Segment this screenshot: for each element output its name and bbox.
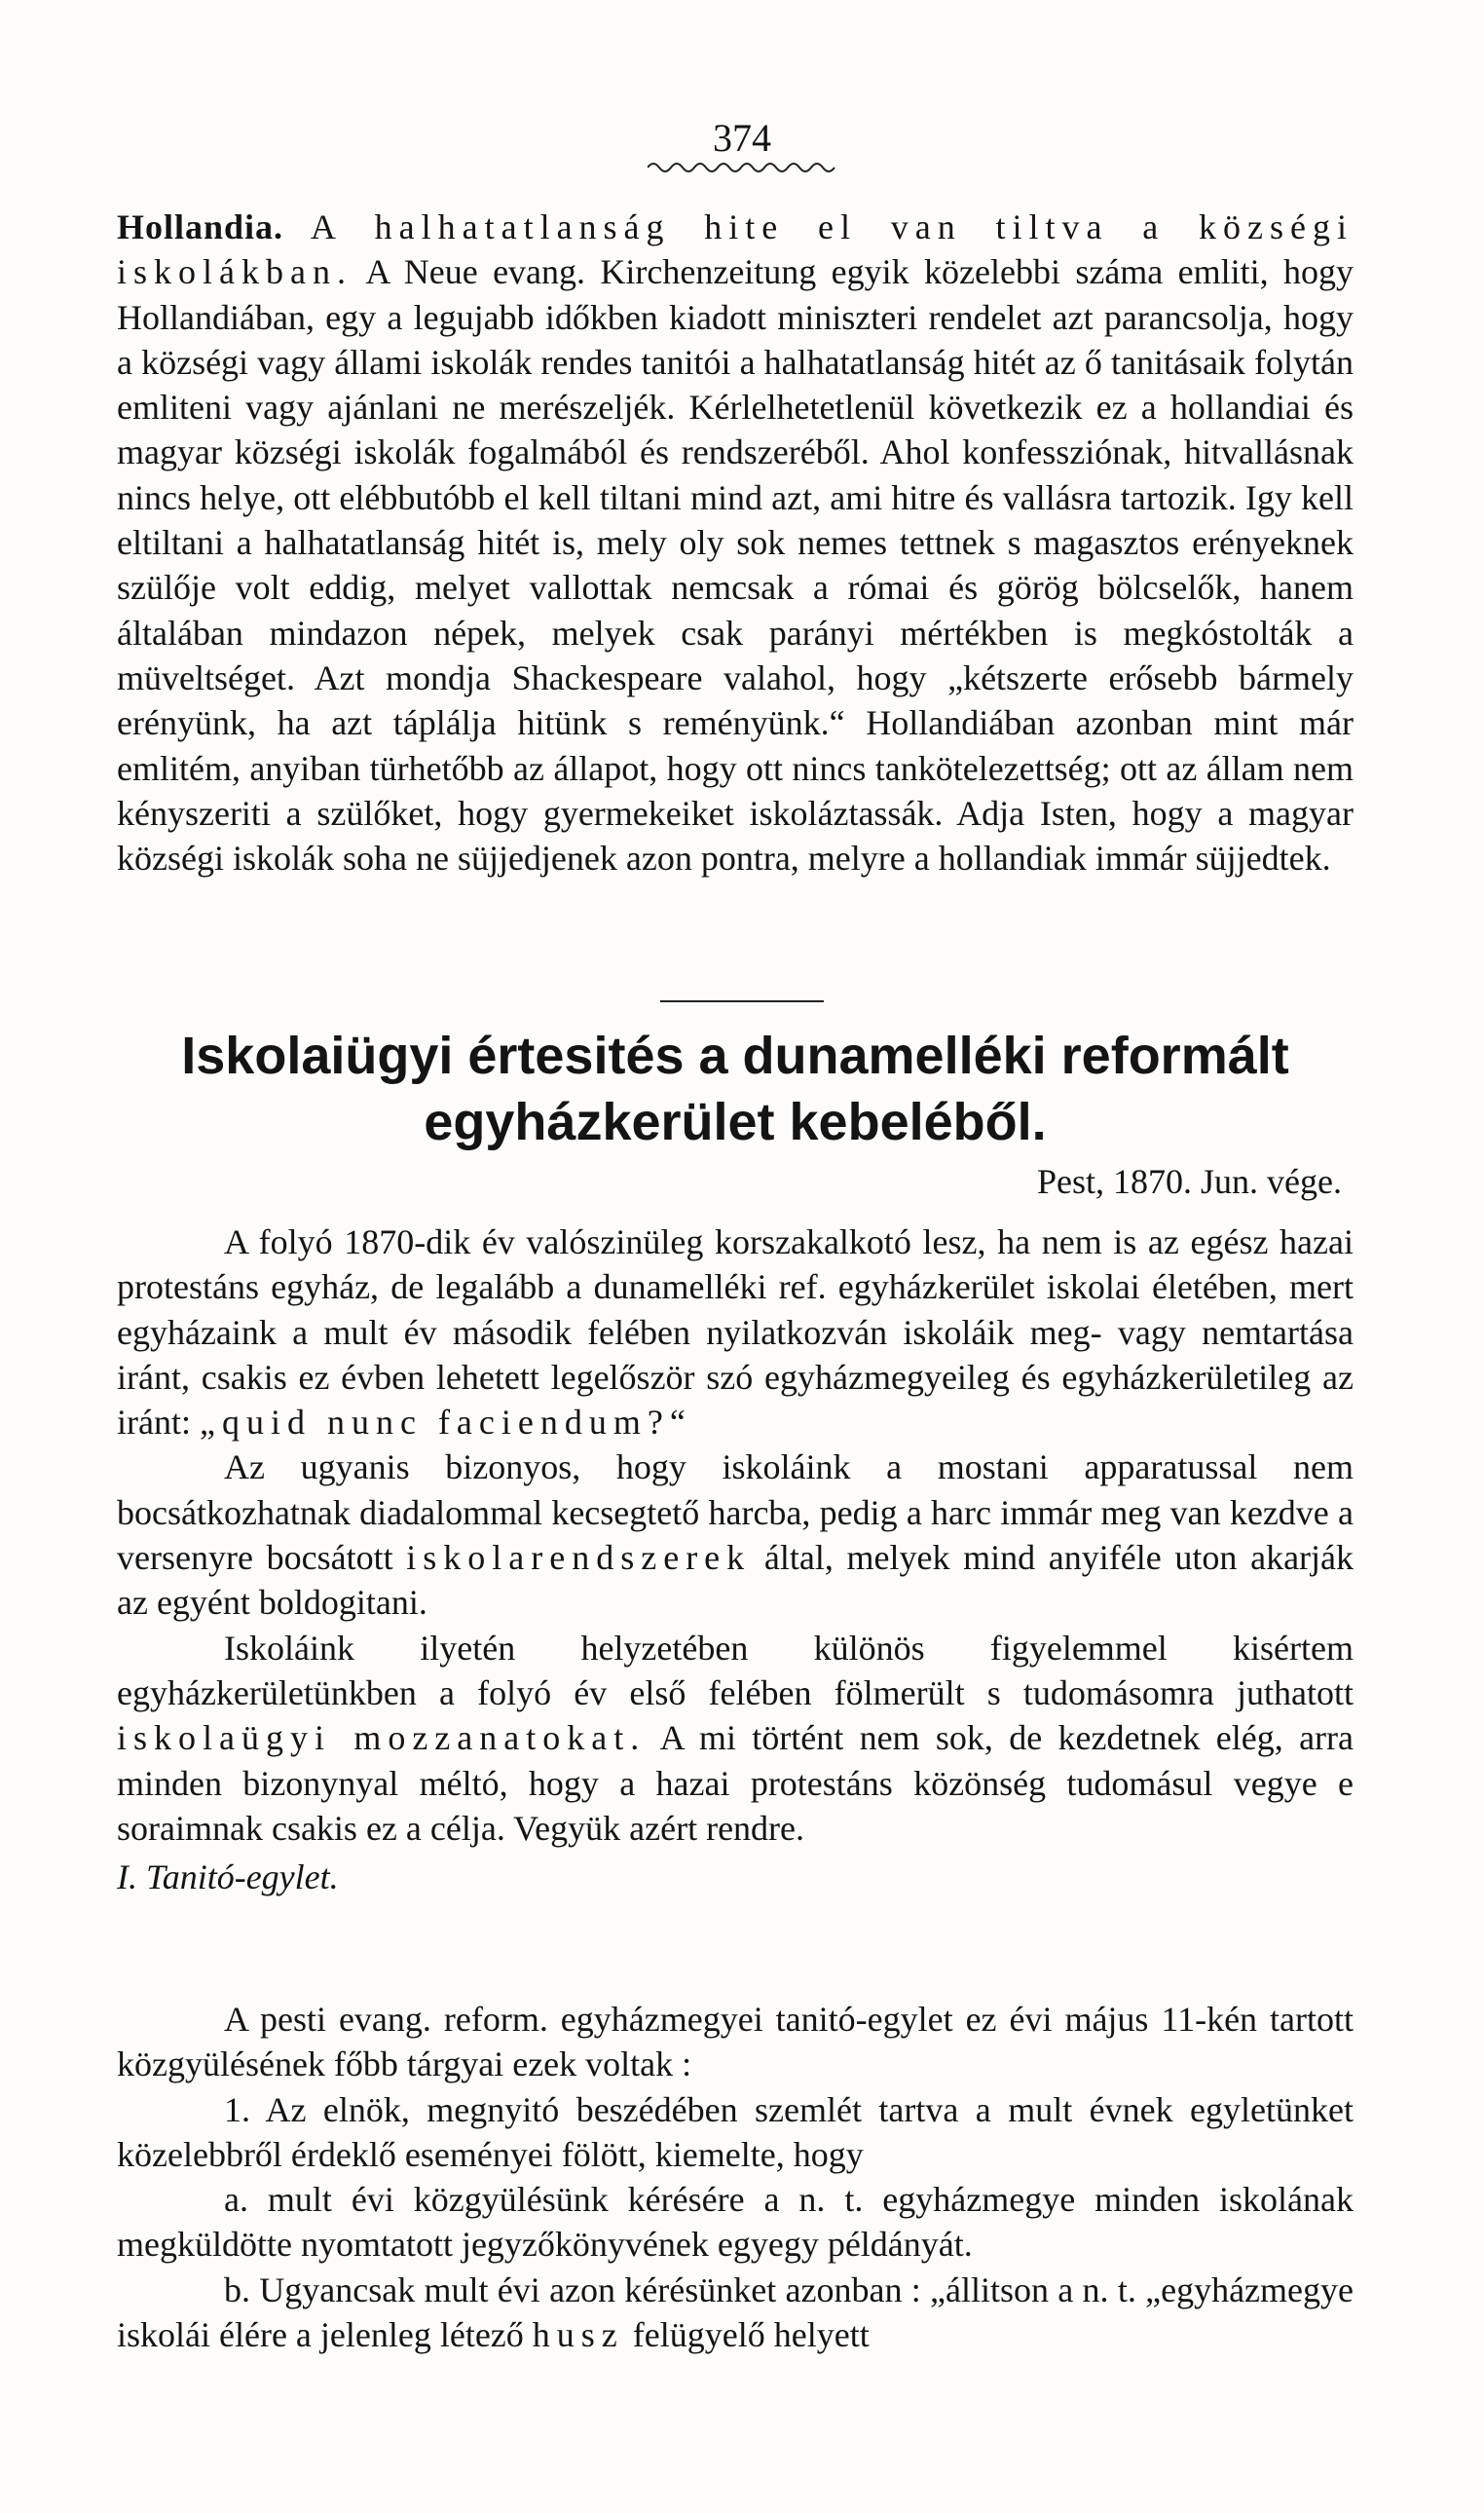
article-title: Iskolaiügyi értesités a dunamelléki reformált egyházkerület kebeléből. xyxy=(181,1027,1289,1151)
report-paragraph-2 xyxy=(117,1444,1354,1625)
report-body xyxy=(117,1219,1354,1915)
hollandia-headline: A halhatatlanság hite el van tiltva a községi iskolákban. xyxy=(117,207,1354,292)
egylet-p4-after: felügyelő helyett xyxy=(632,2315,870,2355)
hollandia-body: A Neue evang. Kirchenzeitung egyik közelebbi száma emliti, hogy Hollandiában, egy a legujabb időkben kiadott miniszteri rendelet azt parancsolja, hogy a községi vagy állami iskolák rendes tanitói a halhatatlanság hitét az ő tanitásaik folytán emliteni vagy ajánlani ne merészeljék. Kérlelhetetlenül következik ez a hollandiai és magyar községi iskolák fogalmából és rendszeréből. Ahol konfessziónak, hitvallásnak nincs helye, ott elébbutóbb el kell tiltani mind azt, ami hitre és vallásra tartozik. Igy kell eltiltani a halhatatlanság hitét is, mely oly sok nemes tettnek s magasztos erényeknek szülője volt eddig, melyet vallottak nemcsak a római és görög bölcselők, hanem általában mindazon népek, melyek csak parányi mértékben is megkóstolták a müveltséget. Azt mondja Shackespeare valahol, hogy „kétszerte erősebb bármely erényünk, ha azt táplálja hitünk s reményünk.“ Hollandiában azonban mint már emlitém, anyiban türhetőbb az állapot, hogy ott nincs tankötelezettség; ott az állam nem kényszeriti a szülőket, hogy gyermekeiket iskoláztassák. Adja Isten, hogy a magyar községi iskolák soha ne süjjedjenek azon pontra, melyre a hollandiak immár süjjedtek. xyxy=(117,252,1354,879)
report-p1-text: A folyó 1870-dik év valószinüleg korszakalkotó lesz, ha nem is az egész hazai protestáns egyház, de legalább a dunamelléki ref. egyházkerület iskolai életében, mert egyházaink a mult év második felében nyilatkozván iskoláik meg- vagy nemtartása iránt, csakis ez évben lehetett legelőször szó egyházmegyeileg és egyházkerületileg az iránt: xyxy=(117,1222,1354,1443)
section-divider xyxy=(660,1000,824,1002)
egylet-paragraph-1: A pesti evang. reform. egyházmegyei tanitó-egylet ez évi május 11-kén tartott közgyülésének főbb tárgyai ezek voltak : xyxy=(117,2000,1354,2084)
report-p3-spaced: iskolaügyi mozzanatokat. xyxy=(117,1718,647,1758)
report-p3-text: Iskoláink ilyetén helyzetében különös figyelemmel kisértem egyházkerületünkben a folyó év első felében fölmerült s tudomásomra juthatott xyxy=(117,1628,1354,1712)
report-paragraph-1 xyxy=(117,1219,1354,1444)
hollandia-paragraph xyxy=(117,205,1354,881)
report-p3-after: A mi történt nem sok, de kezdetnek elég, arra minden bizonynyal méltó, hogy a hazai protestáns közönség tudomásul vegye e soraimnak csakis ez a célja. Vegyük azért rendre. xyxy=(117,1718,1354,1848)
egylet-p4-spaced: husz xyxy=(532,2315,624,2355)
report-p2-text: Az ugyanis bizonyos, hogy iskoláink a mostani apparatussal nem bocsátkozhatnak diadalommal kecsegtető harcba, pedig a harc immár meg van kezdve a versenyre bocsátott xyxy=(117,1447,1354,1578)
tanito-egylet-section xyxy=(117,1997,1354,2357)
dateline: Pest, 1870. Jun. vége. xyxy=(1037,1162,1342,1201)
report-p2-spaced: iskolarendszerek xyxy=(406,1538,752,1578)
subheading-tanito-egylet: I. Tanitó-egylet. xyxy=(117,1857,339,1897)
egylet-paragraph-3: a. mult évi közgyülésünk kérésére a n. t. egyházmegye minden iskolának megküldötte nyomtatott jegyzőkönyvének egyegy példányát. xyxy=(117,2180,1354,2265)
report-p2-after: által, melyek mind anyiféle uton akarják az egyént boldogitani. xyxy=(117,1538,1354,1623)
hollandia-lead: Hollandia. xyxy=(117,207,284,246)
report-p1-spaced: „quid nunc faciendum?“ xyxy=(199,1403,692,1443)
report-paragraph-3 xyxy=(117,1626,1354,1851)
hollandia-article xyxy=(117,205,1354,881)
page-number: 374 xyxy=(713,116,771,160)
egylet-paragraph-4 xyxy=(117,2268,1354,2358)
egylet-p4-text: b. Ugyancsak mult évi azon kérésünket azonban : „állitson a n. t. „egyházmegye iskolái élére a jelenleg létező xyxy=(117,2269,1354,2355)
page-number-ornament xyxy=(648,160,842,175)
egylet-paragraph-2: 1. Az elnök, megnyitó beszédében szemlét tartva a mult évnek egyletünket közelebbről érdeklő eseményei fölött, kiemelte, hogy xyxy=(117,2089,1354,2174)
